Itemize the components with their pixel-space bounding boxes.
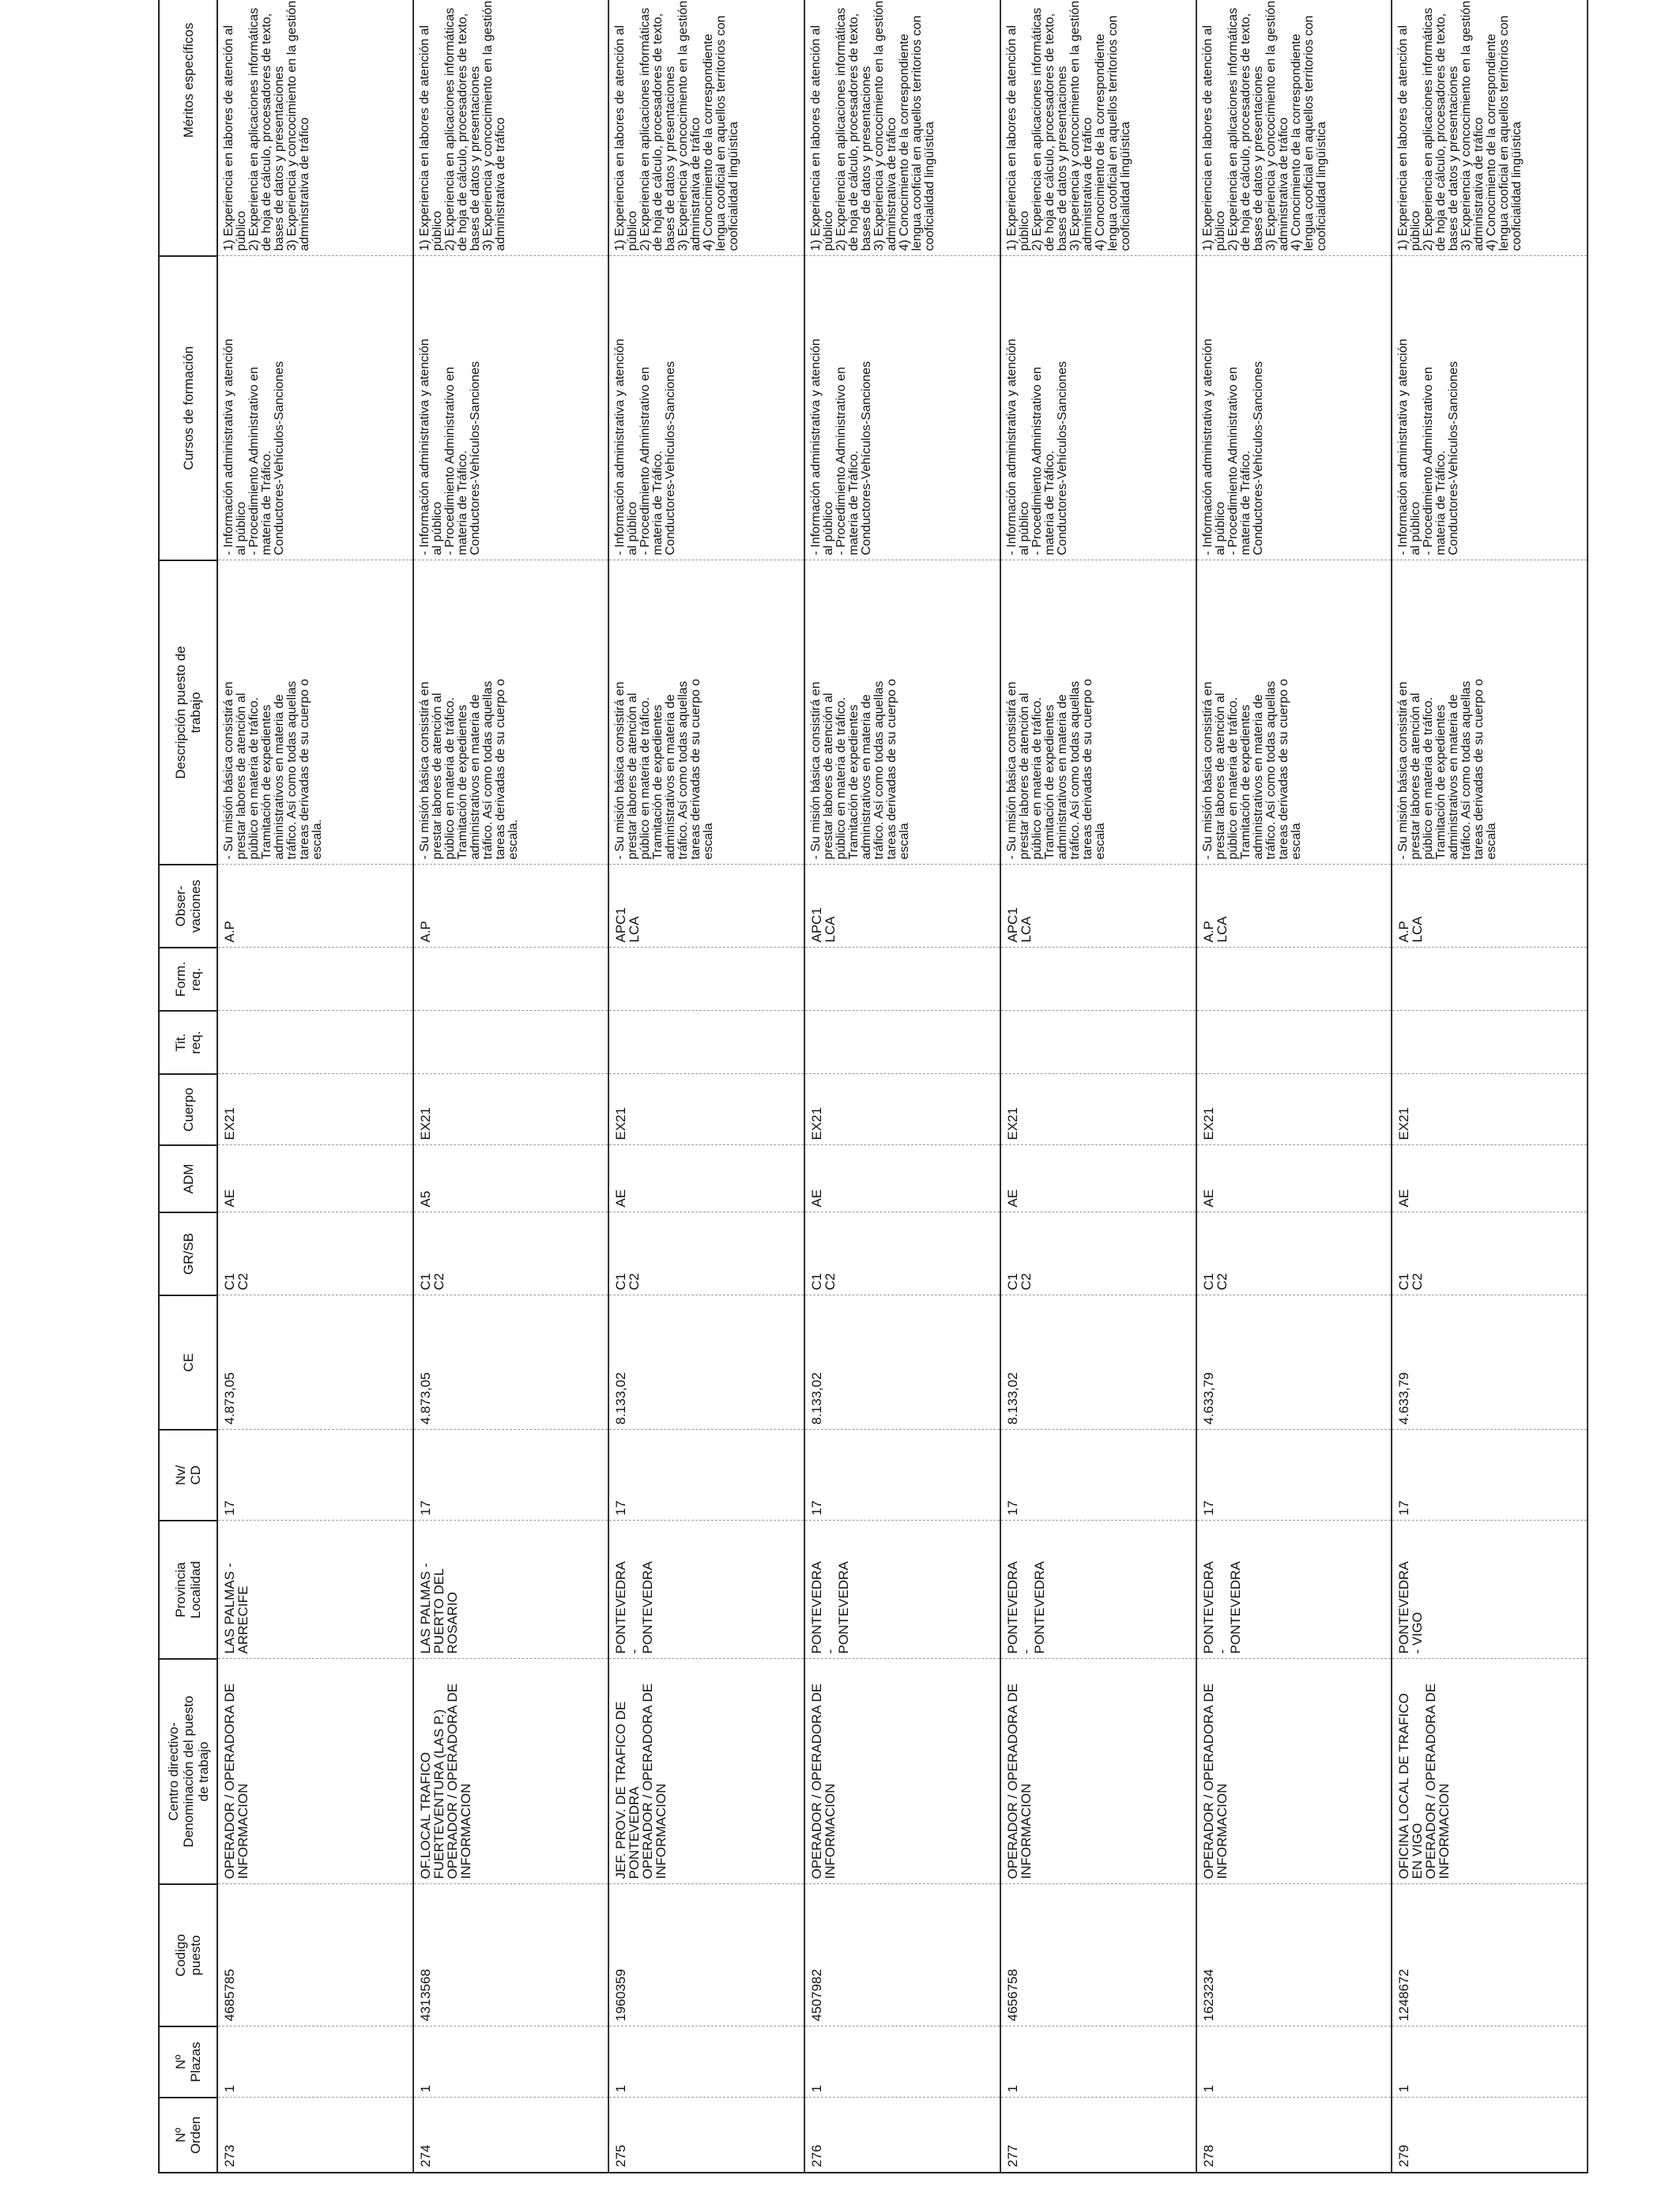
cell-ce: 8.133,02 [1000, 1295, 1196, 1430]
cell-ce: 4.633,79 [1196, 1295, 1392, 1430]
cell-nivel: 17 [1392, 1430, 1588, 1521]
cell-plazas: 1 [217, 2026, 413, 2098]
cell-codigo: 4656758 [1000, 1884, 1196, 2026]
cell-obs: APC1 LCA [804, 865, 1000, 948]
cell-meritos: 1) Experiencia en labores de atención al público 2) Experiencia en aplicaciones informáticas de hoja de cálculo, procesadores de texto, bases de datos y presentaciones 3) Experiencia y concocimiento en la gestión administrativa de tráfico [413, 0, 609, 256]
cell-plazas: 1 [608, 2026, 804, 2098]
cell-obs: A.P [413, 865, 609, 948]
cell-ce: 8.133,02 [804, 1295, 1000, 1430]
table-row [1000, 0, 1196, 2173]
cell-descripcion: - Su misión básica consistirá en prestar labores de atención al público en materia de tráfico. Tramitación de expedientes administrativos en materia de tráfico. Así como todas aquellas tareas derivadas de su cuerpo o escala [608, 560, 804, 865]
puesto-label: OPERADOR / OPERADORA DE INFORMACION [222, 1683, 250, 1879]
cell-provincia: PONTEVEDRA - PONTEVEDRA [1196, 1521, 1392, 1659]
cell-form [1196, 948, 1392, 1011]
cell-plazas: 1 [413, 2026, 609, 2098]
cell-descripcion: - Su misión básica consistirá en prestar labores de atención al público en materia de tráfico. Tramitación de expedientes administrativos en materia de tráfico. Así como todas aquellas tareas derivadas de su cuerpo o escala [804, 560, 1000, 865]
cell-descripcion: - Su misión básica consistirá en prestar labores de atención al público en materia de tráfico. Tramitación de expedientes administrativos en materia de tráfico. Así como todas aquellas tareas derivadas de su cuerpo o escala [1196, 560, 1392, 865]
cell-provincia: PONTEVEDRA - PONTEVEDRA [804, 1521, 1000, 1659]
cell-grsb: C1 C2 [1196, 1212, 1392, 1295]
header-meritos: Méritos específicos [159, 0, 217, 256]
cell-provincia: PONTEVEDRA - PONTEVEDRA [608, 1521, 804, 1659]
cell-form [804, 948, 1000, 1011]
header-orden: Nº Orden [159, 2098, 217, 2173]
cell-cursos: - Información administrativa y atención al público - Procedimiento Administrativo en materia de Tráfico. Conductores-Vehículos-Sanciones [1392, 256, 1588, 560]
cell-nivel: 17 [804, 1430, 1000, 1521]
cell-cuerpo: EX21 [1392, 1074, 1588, 1145]
cell-form [1000, 948, 1196, 1011]
cell-cuerpo: EX21 [804, 1074, 1000, 1145]
cell-centro [217, 1659, 413, 1884]
cell-cuerpo: EX21 [413, 1074, 609, 1145]
cell-form [413, 948, 609, 1011]
cell-adm: AE [1392, 1145, 1588, 1212]
puesto-label: OPERADOR / OPERADORA DE INFORMACION [444, 1683, 473, 1879]
cell-obs: APC1 LCA [1000, 865, 1196, 948]
cell-centro [413, 1659, 609, 1884]
table-body [217, 0, 1588, 2173]
cell-meritos: 1) Experiencia en labores de atención al público 2) Experiencia en aplicaciones informáticas de hoja de cálculo, procesadores de texto, bases de datos y presentaciones 3) Experiencia y concocimiento en la gestión administrativa de tráfico 4) Conocimiento de la correspondiente lengua cooficial en aquellos territorios con cooficialidad lingüística [1392, 0, 1588, 256]
header-cursos: Cursos de formación [159, 256, 217, 560]
cell-tit [217, 1011, 413, 1074]
puesto-label: OPERADOR / OPERADORA DE INFORMACION [1423, 1683, 1452, 1879]
cell-plazas: 1 [1392, 2026, 1588, 2098]
cell-obs: A.P LCA [1392, 865, 1588, 948]
cell-centro [1196, 1659, 1392, 1884]
cell-descripcion: - Su misión básica consistirá en prestar labores de atención al público en materia de tráfico. Tramitación de expedientes administrativos en materia de tráfico. Así como todas aquellas tareas derivadas de su cuerpo o escala. [413, 560, 609, 865]
cell-provincia: LAS PALMAS - ARRECIFE [217, 1521, 413, 1659]
cell-nivel: 17 [413, 1430, 609, 1521]
cell-orden: 277 [1000, 2098, 1196, 2173]
cell-adm: A5 [413, 1145, 609, 1212]
cell-orden: 273 [217, 2098, 413, 2173]
cell-plazas: 1 [1196, 2026, 1392, 2098]
puesto-label: OPERADOR / OPERADORA DE INFORMACION [809, 1683, 838, 1879]
header-grsb: GR/SB [159, 1212, 217, 1295]
cell-orden: 274 [413, 2098, 609, 2173]
cell-codigo: 4313568 [413, 1884, 609, 2026]
cell-orden: 278 [1196, 2098, 1392, 2173]
table-header-row [159, 0, 217, 2173]
header-cuerpo: Cuerpo [159, 1074, 217, 1145]
cell-grsb: C1 C2 [217, 1212, 413, 1295]
cell-meritos: 1) Experiencia en labores de atención al público 2) Experiencia en aplicaciones informáticas de hoja de cálculo, procesadores de texto, bases de datos y presentaciones 3) Experiencia y concocimiento en la gestión administrativa de tráfico [217, 0, 413, 256]
centro-directivo-label: OFICINA LOCAL DE TRAFICO EN VIGO [1396, 1693, 1426, 1879]
cell-codigo: 1960359 [608, 1884, 804, 2026]
puesto-label: OPERADOR / OPERADORA DE INFORMACION [640, 1683, 669, 1879]
puesto-label: OPERADOR / OPERADORA DE INFORMACION [1200, 1683, 1230, 1879]
cell-tit [608, 1011, 804, 1074]
cell-provincia: LAS PALMAS - PUERTO DEL ROSARIO [413, 1521, 609, 1659]
header-provincia: Provincia Localidad [159, 1521, 217, 1659]
cell-form [217, 948, 413, 1011]
cell-cursos: - Información administrativa y atención al público - Procedimiento Administrativo en materia de Tráfico. Conductores-Vehículos-Sanciones [1196, 256, 1392, 560]
rotated-table-wrapper [158, 0, 1588, 2173]
cell-adm: AE [1196, 1145, 1392, 1212]
cell-descripcion: - Su misión básica consistirá en prestar labores de atención al público en materia de tráfico. Tramitación de expedientes administrativos en materia de tráfico. Así como todas aquellas tareas derivadas de su cuerpo o escala [1392, 560, 1588, 865]
cell-tit [1000, 1011, 1196, 1074]
cell-cuerpo: EX21 [608, 1074, 804, 1145]
cell-adm: AE [804, 1145, 1000, 1212]
table-row [217, 0, 413, 2173]
header-nivel: Nv/ CD [159, 1430, 217, 1521]
cell-centro [804, 1659, 1000, 1884]
cell-grsb: C1 C2 [1000, 1212, 1196, 1295]
cell-meritos: 1) Experiencia en labores de atención al público 2) Experiencia en aplicaciones informáticas de hoja de cálculo, procesadores de texto, bases de datos y presentaciones 3) Experiencia y concocimiento en la gestión administrativa de tráfico 4) Conocimiento de la correspondiente lengua cooficial en aquellos territorios con cooficialidad lingüística [1000, 0, 1196, 256]
cell-plazas: 1 [804, 2026, 1000, 2098]
cell-tit [413, 1011, 609, 1074]
table-row [1196, 0, 1392, 2173]
cell-meritos: 1) Experiencia en labores de atención al público 2) Experiencia en aplicaciones informáticas de hoja de cálculo, procesadores de texto, bases de datos y presentaciones 3) Experiencia y concocimiento en la gestión administrativa de tráfico 4) Conocimiento de la correspondiente lengua cooficial en aquellos territorios con cooficialidad lingüística [804, 0, 1000, 256]
cell-nivel: 17 [1196, 1430, 1392, 1521]
centro-directivo-label: OF.LOCAL TRAFICO FUERTEVENTURA (LAS P.) [417, 1709, 446, 1879]
cell-cuerpo: EX21 [1000, 1074, 1196, 1145]
cell-form [608, 948, 804, 1011]
header-plazas: Nº Plazas [159, 2026, 217, 2098]
cell-codigo: 4507982 [804, 1884, 1000, 2026]
table-row [413, 0, 609, 2173]
cell-plazas: 1 [1000, 2026, 1196, 2098]
cell-orden: 276 [804, 2098, 1000, 2173]
header-form: Form. req. [159, 948, 217, 1011]
cell-centro [1000, 1659, 1196, 1884]
cell-form [1392, 948, 1588, 1011]
header-centro: Centro directivo- Denominación del puesto de trabajo [159, 1659, 217, 1884]
cell-nivel: 17 [1000, 1430, 1196, 1521]
cell-cuerpo: EX21 [1196, 1074, 1392, 1145]
cell-tit [804, 1011, 1000, 1074]
cell-centro [1392, 1659, 1588, 1884]
job-positions-table [158, 0, 1588, 2173]
cell-codigo: 1623234 [1196, 1884, 1392, 2026]
header-descripcion: Descripción puesto de trabajo [159, 560, 217, 865]
cell-cursos: - Información administrativa y atención al público - Procedimiento Administrativo en materia de Tráfico. Conductores-Vehículos-Sanciones [217, 256, 413, 560]
cell-provincia: PONTEVEDRA - VIGO [1392, 1521, 1588, 1659]
cell-adm: AE [217, 1145, 413, 1212]
header-codigo: Codigo puesto [159, 1884, 217, 2026]
table-row [1392, 0, 1588, 2173]
header-tit: Tit. req. [159, 1011, 217, 1074]
cell-ce: 4.633,79 [1392, 1295, 1588, 1430]
cell-cursos: - Información administrativa y atención al público - Procedimiento Administrativo en materia de Tráfico. Conductores-Vehículos-Sanciones [1000, 256, 1196, 560]
cell-obs: APC1 LCA [608, 865, 804, 948]
cell-cursos: - Información administrativa y atención al público - Procedimiento Administrativo en materia de Tráfico. Conductores-Vehículos-Sanciones [608, 256, 804, 560]
cell-cursos: - Información administrativa y atención al público - Procedimiento Administrativo en materia de Tráfico. Conductores-Vehículos-Sanciones [804, 256, 1000, 560]
cell-adm: AE [1000, 1145, 1196, 1212]
cell-codigo: 4685785 [217, 1884, 413, 2026]
cell-grsb: C1 C2 [413, 1212, 609, 1295]
header-obs: Obser- vaciones [159, 865, 217, 948]
cell-grsb: C1 C2 [804, 1212, 1000, 1295]
cell-descripcion: - Su misión básica consistirá en prestar labores de atención al público en materia de tráfico. Tramitación de expedientes administrativos en materia de tráfico. Así como todas aquellas tareas derivadas de su cuerpo o escala [1000, 560, 1196, 865]
cell-orden: 275 [608, 2098, 804, 2173]
cell-cuerpo: EX21 [217, 1074, 413, 1145]
cell-provincia: PONTEVEDRA - PONTEVEDRA [1000, 1521, 1196, 1659]
cell-ce: 4.873,05 [413, 1295, 609, 1430]
cell-ce: 8.133,02 [608, 1295, 804, 1430]
centro-directivo-label: JEF. PROV. DE TRAFICO DE PONTEVEDRA [613, 1701, 642, 1879]
cell-meritos: 1) Experiencia en labores de atención al público 2) Experiencia en aplicaciones informáticas de hoja de cálculo, procesadores de texto, bases de datos y presentaciones 3) Experiencia y concocimiento en la gestión administrativa de tráfico 4) Conocimiento de la correspondiente lengua cooficial en aquellos territorios con cooficialidad lingüística [608, 0, 804, 256]
cell-cursos: - Información administrativa y atención al público - Procedimiento Administrativo en materia de Tráfico. Conductores-Vehículos-Sanciones [413, 256, 609, 560]
cell-meritos: 1) Experiencia en labores de atención al público 2) Experiencia en aplicaciones informáticas de hoja de cálculo, procesadores de texto, bases de datos y presentaciones 3) Experiencia y concocimiento en la gestión administrativa de tráfico 4) Conocimiento de la correspondiente lengua cooficial en aquellos territorios con cooficialidad lingüística [1196, 0, 1392, 256]
cell-centro [608, 1659, 804, 1884]
cell-ce: 4.873,05 [217, 1295, 413, 1430]
table-row [608, 0, 804, 2173]
header-ce: CE [159, 1295, 217, 1430]
cell-grsb: C1 C2 [608, 1212, 804, 1295]
table-row [804, 0, 1000, 2173]
cell-obs: A.P LCA [1196, 865, 1392, 948]
cell-codigo: 1248672 [1392, 1884, 1588, 2026]
cell-tit [1392, 1011, 1588, 1074]
cell-nivel: 17 [608, 1430, 804, 1521]
cell-adm: AE [608, 1145, 804, 1212]
cell-descripcion: - Su misión básica consistirá en prestar labores de atención al público en materia de tráfico. Tramitación de expedientes administrativos en materia de tráfico. Así como todas aquellas tareas derivadas de su cuerpo o escala. [217, 560, 413, 865]
cell-nivel: 17 [217, 1430, 413, 1521]
cell-grsb: C1 C2 [1392, 1212, 1588, 1295]
puesto-label: OPERADOR / OPERADORA DE INFORMACION [1004, 1683, 1034, 1879]
cell-tit [1196, 1011, 1392, 1074]
cell-orden: 279 [1392, 2098, 1588, 2173]
header-adm: ADM [159, 1145, 217, 1212]
cell-obs: A.P [217, 865, 413, 948]
